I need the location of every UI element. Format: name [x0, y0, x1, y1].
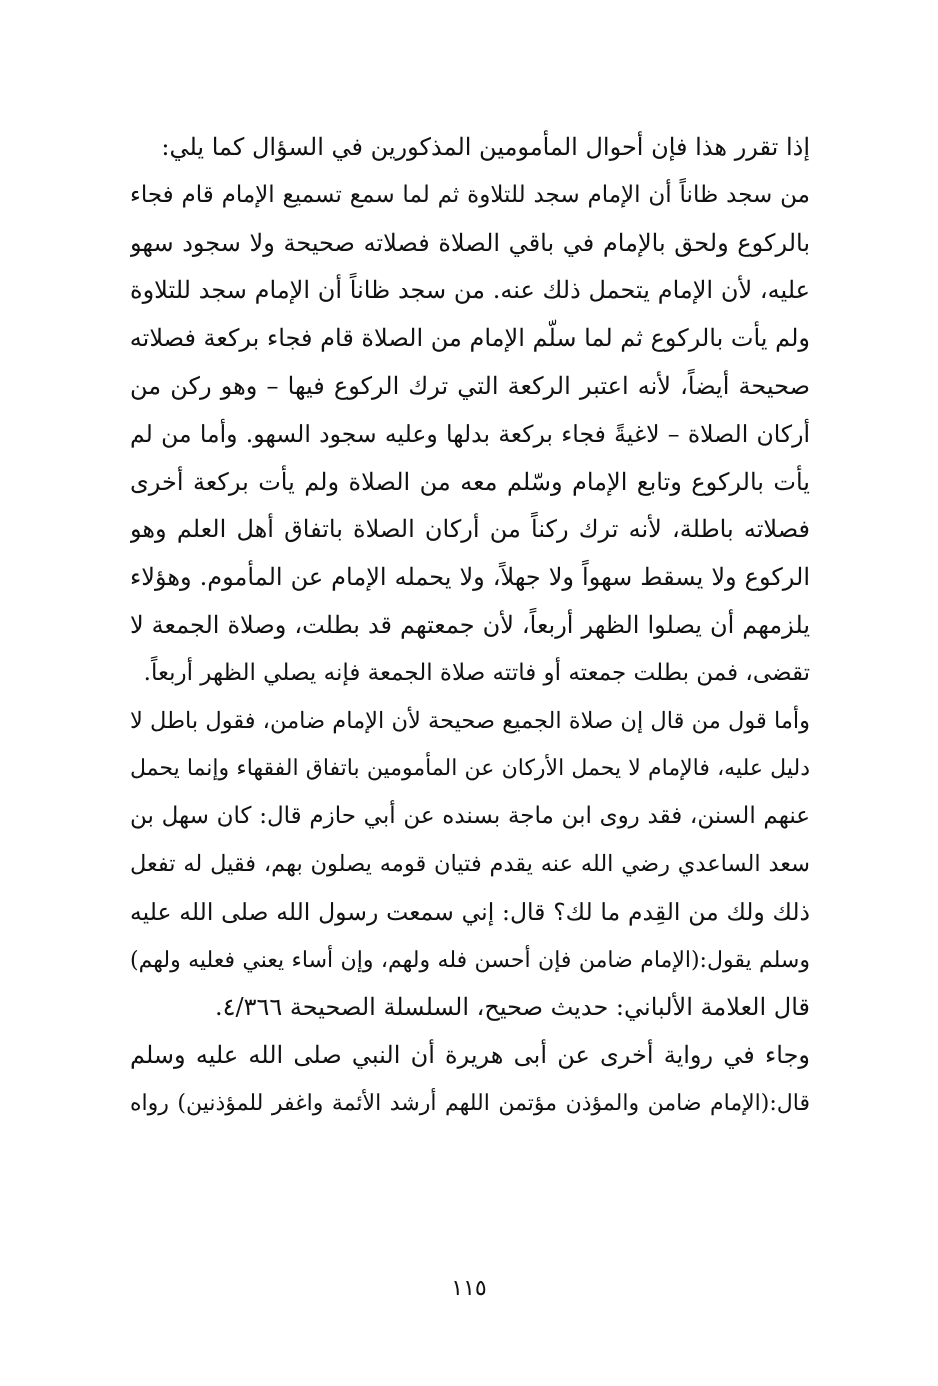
text-line: الركوع ولا يسقط سهواً ولا جهلاً، ولا يحمله الإمام عن المأموم. وهؤلاء: [130, 563, 810, 592]
text-line: قال العلامة الألباني: حديث صحيح، السلسلة الصحيحة ٤/٣٦٦.: [215, 993, 810, 1022]
page-number: ١١٥: [451, 1276, 487, 1301]
text-line: من سجد ظاناً أن الإمام سجد للتلاوة ثم لما سمع تسميع الإمام قام فجاء: [130, 181, 810, 208]
text-line: يأت بالركوع وتابع الإمام وسّلم معه من الصلاة ولم يأت بركعة أخرى: [130, 467, 810, 496]
text-line: إذا تقرر هذا فإن أحوال المأمومين المذكورين في السؤال كما يلي:: [161, 133, 810, 161]
text-line: وأما قول من قال إن صلاة الجميع صحيحة لأن الإمام ضامن، فقول باطل لا: [130, 707, 810, 734]
text-line: صحيحة أيضاً، لأنه اعتبر الركعة التي ترك الركوع فيها – وهو ركن من: [130, 371, 810, 400]
text-line: ذلك ولك من القِدم ما لك؟ قال: إني سمعت رسول الله صلى الله عليه: [130, 897, 810, 926]
text-line: أركان الصلاة – لاغيةً فجاء بركعة بدلها وعليه سجود السهو. وأما من لم: [130, 419, 810, 448]
text-line: تقضى، فمن بطلت جمعته أو فاتته صلاة الجمعة فإنه يصلي الظهر أربعاً.: [143, 659, 810, 686]
text-line: يلزمهم أن يصلوا الظهر أربعاً، لأن جمعتهم قد بطلت، وصلاة الجمعة لا: [130, 610, 810, 639]
text-line: بالركوع ولحق بالإمام في باقي الصلاة فصلاته صحيحة ولا سجود سهو: [130, 228, 810, 257]
body-text: [130, 124, 810, 1128]
text-line: قال:(الإمام ضامن والمؤذن مؤتمن اللهم أرشد الأئمة واغفر للمؤذنين) رواه: [130, 1090, 810, 1116]
text-line: فصلاته باطلة، لأنه ترك ركناً من أركان الصلاة باتفاق أهل العلم وهو: [130, 515, 810, 544]
text-line: دليل عليه، فالإمام لا يحمل الأركان عن المأمومين باتفاق الفقهاء وإنما يحمل: [130, 756, 810, 782]
text-line: سعد الساعدي رضي الله عنه يقدم فتيان قومه يصلون بهم، فقيل له تفعل: [130, 850, 810, 877]
text-line: ولم يأت بالركوع ثم لما سلّم الإمام من الصلاة قام فجاء بركعة فصلاته: [130, 324, 810, 353]
text-line: عليه، لأن الإمام يتحمل ذلك عنه. من سجد ظاناً أن الإمام سجد للتلاوة: [130, 276, 810, 305]
text-line: وسلم يقول:(الإمام ضامن فإن أحسن فله ولهم، وإن أساء يعني فعليه ولهم): [130, 947, 810, 973]
text-line: عنهم السنن، فقد روى ابن ماجة بسنده عن أبي حازم قال: كان سهل بن: [130, 803, 810, 830]
text-line: وجاء في رواية أخرى عن أبى هريرة أن النبي صلى الله عليه وسلم: [130, 1041, 810, 1070]
